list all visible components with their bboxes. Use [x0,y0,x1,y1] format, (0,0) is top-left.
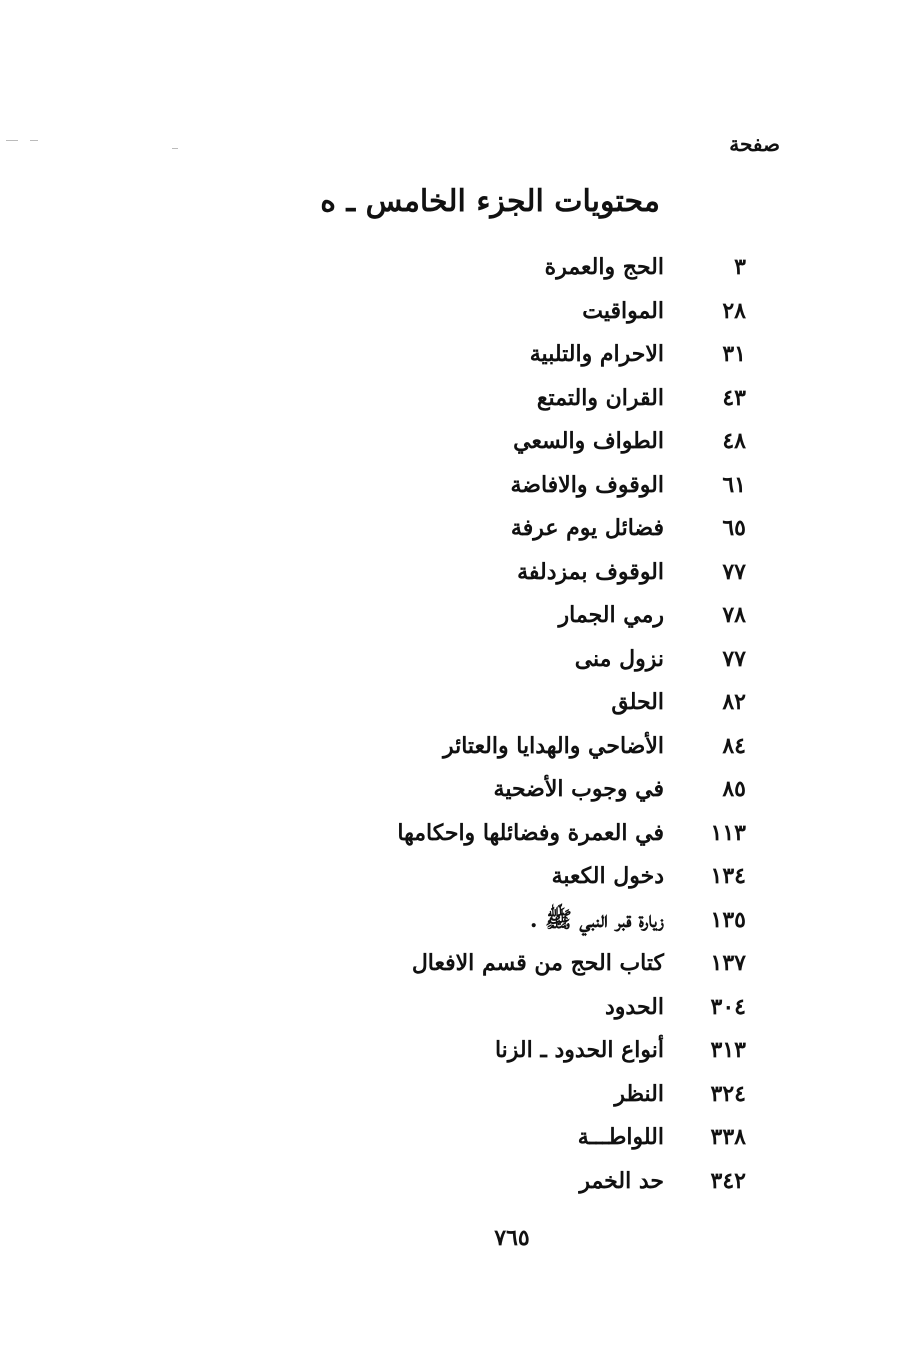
page-column-label: صفحة [729,132,780,156]
toc-page-number: ٦١ [722,471,746,498]
toc-title: رمي الجمار [558,602,664,628]
toc-entry [360,725,760,769]
toc-title: كتاب الحج من قسم الافعال [411,950,664,976]
toc-entry [360,812,760,856]
scan-speck [6,140,18,141]
toc-page-number: ٦٥ [722,515,746,541]
toc-title: الحج والعمرة [544,254,664,280]
toc-page-number: ٣٣٨ [710,1124,746,1150]
toc-entry [360,1029,760,1073]
toc-page-number: ٧٧ [722,645,746,672]
toc-page-number: ٣٢٤ [710,1080,746,1107]
toc-entry [360,1073,760,1117]
toc-entry [360,377,760,421]
toc-entry [360,1160,760,1204]
scan-speck [30,140,38,141]
toc-entry [360,899,760,943]
page-number: ٧٦٥ [494,1225,530,1251]
toc-page-number: ٤٣ [722,384,746,411]
toc-page-number: ١٣٥ [710,906,746,933]
toc-title: الحلق [611,689,664,715]
toc-entry [360,768,760,812]
toc-entry [360,333,760,377]
toc-title: في العمرة وفضائلها واحكامها [397,819,664,846]
toc-page-number: ٨٥ [722,776,746,802]
toc-title: حد الخمر [579,1167,664,1194]
toc-page-number: ١٣٤ [710,863,746,889]
toc-title: الاحرام والتلبية [529,341,664,367]
toc-page-number: ٨٢ [722,689,746,715]
toc-title: النظر [614,1080,664,1107]
toc-entry [360,986,760,1030]
toc-title: دخول الكعبة [551,863,664,889]
toc-page-number: ٣٠٤ [710,993,746,1020]
table-of-contents [360,246,760,1203]
toc-title: نزول منى [574,645,664,672]
toc-entry [360,464,760,508]
toc-entry [360,507,760,551]
toc-page-number: ٤٨ [722,428,746,454]
toc-entry [360,638,760,682]
toc-entry [360,246,760,290]
toc-entry [360,420,760,464]
toc-title: اللواطـــة [577,1124,664,1150]
toc-page-number: ٣١ [722,341,746,367]
toc-entry [360,1116,760,1160]
toc-page-number: ١٣٧ [710,950,746,976]
toc-page-number: ٢٨ [722,297,746,324]
toc-title: الطواف والسعي [513,428,664,454]
toc-title: الأضاحي والهدايا والعتائر [442,732,664,759]
toc-title: الوقوف بمزدلفة [517,558,664,585]
scan-speck [172,148,178,149]
page-title: محتويات الجزء الخامس ـ ه [320,184,660,219]
toc-page-number: ٣ [734,254,746,280]
toc-title: القران والتمتع [536,384,664,411]
toc-entry [360,855,760,899]
toc-entry [360,290,760,334]
toc-page-number: ٣٤٢ [710,1167,746,1194]
toc-title: المواقيت [582,297,664,324]
toc-title: الوقوف والافاضة [510,471,664,498]
toc-title: أنواع الحدود ـ الزنا [494,1037,664,1063]
toc-page-number: ٧٧ [722,558,746,585]
toc-page-number: ٨٤ [722,732,746,759]
toc-entry [360,551,760,595]
toc-entry [360,681,760,725]
toc-title: في وجوب الأضحية [493,776,664,802]
toc-page-number: ١١٣ [710,819,746,846]
toc-title: زيارة قبر النبي ﷺ . [529,906,664,933]
toc-page-number: ٧٨ [722,602,746,628]
toc-title: فضائل يوم عرفة [510,515,664,541]
toc-entry [360,942,760,986]
toc-page-number: ٣١٣ [710,1037,746,1063]
toc-title: الحدود [605,993,664,1020]
toc-entry [360,594,760,638]
